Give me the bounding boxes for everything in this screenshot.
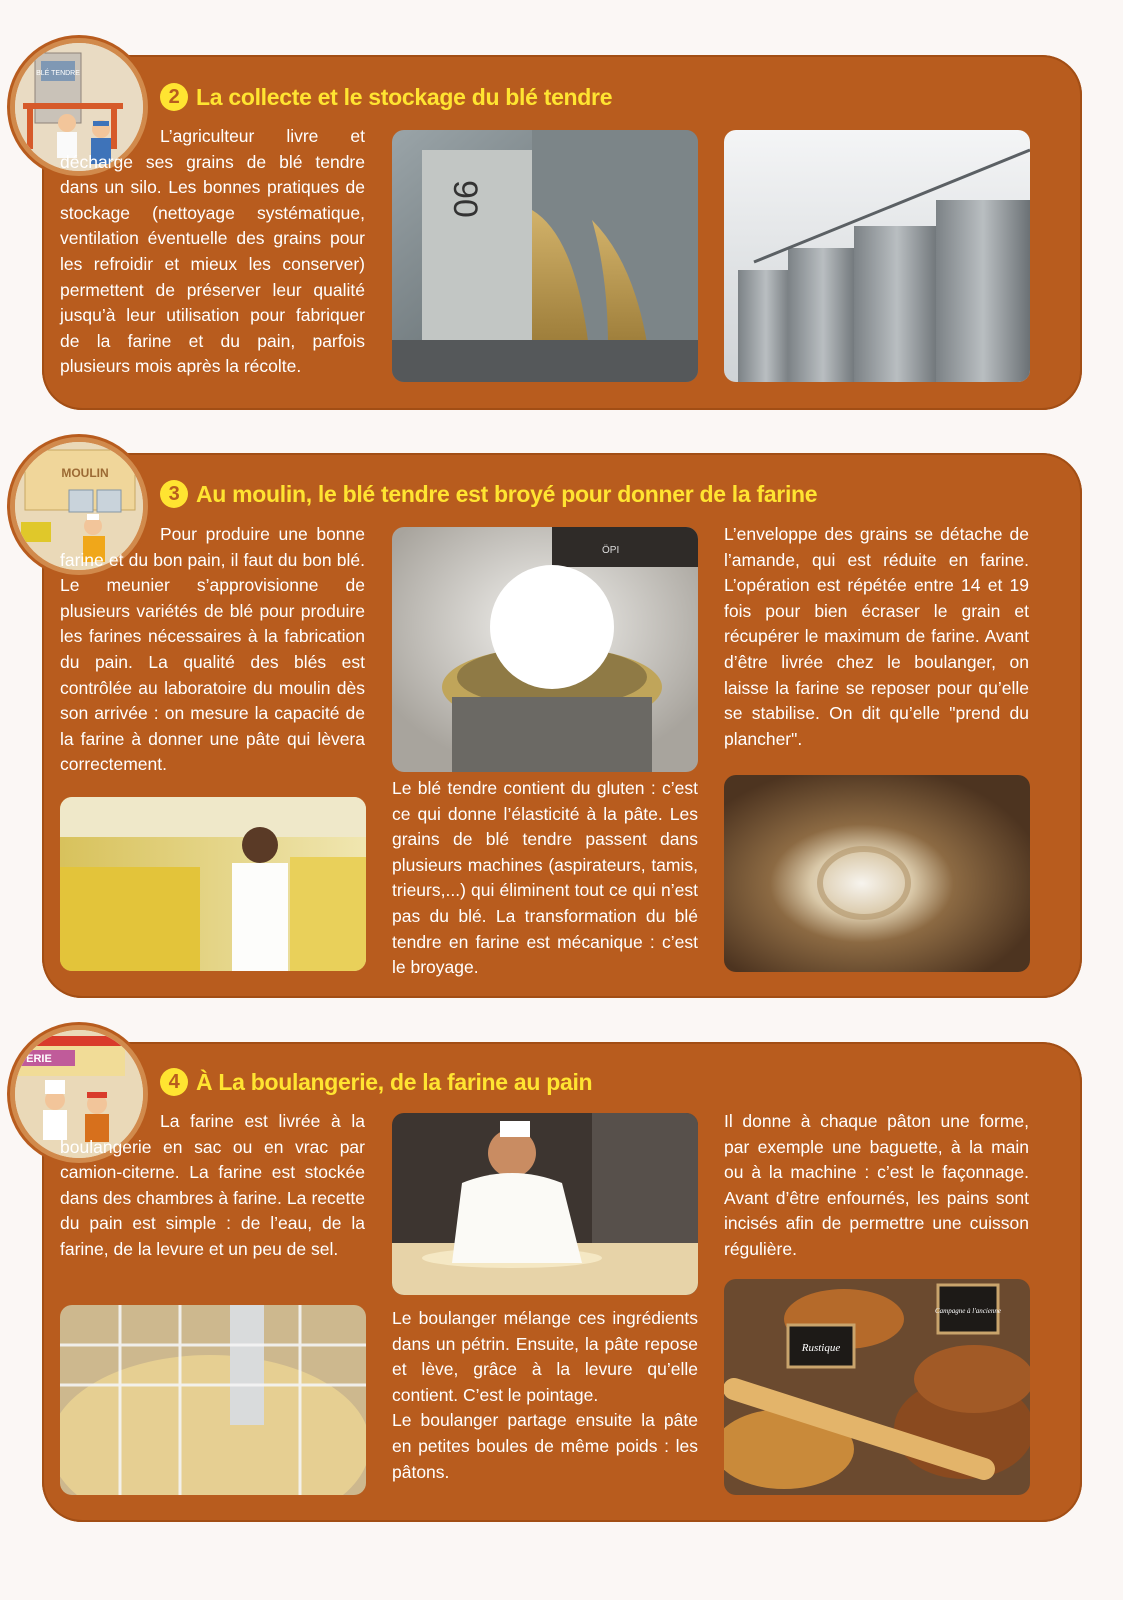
dough-kneader-photo (60, 1305, 366, 1495)
bakery-paragraph-right: Il donne à chaque pâton une forme, par exemple une baguette, à la main ou à la machine : c’est le façonnage. Avant d’être enfournés, les pains sont incisés afin de permettre une cuisson régulière. (724, 1111, 1029, 1259)
section-bakery-title-text: À La boulangerie, de la farine au pain (196, 1068, 593, 1095)
bakery-paragraph-middle-2: Le boulanger partage ensuite la pâte en petites boules de même poids : les pâtons. (392, 1410, 698, 1482)
section-mill-text-left (60, 522, 365, 778)
bakery-paragraph-middle-1: Le boulanger mélange ces ingrédients dans un pétrin. Ensuite, la pâte repose et lève, grâce à la levure qu’elle contient. C’est le pointage. (392, 1308, 698, 1405)
truck-unloading-photo (392, 130, 698, 382)
section-bakery-text-right (724, 1109, 1029, 1263)
flour-pile-photo (724, 775, 1030, 972)
bread-sign-rustique: Rustique (801, 1342, 841, 1354)
section-mill-title (160, 477, 817, 511)
grain-silos-photo (724, 130, 1030, 382)
bakery-paragraph-left: La farine est livrée à la boulangerie en sac ou en vrac par camion-citerne. La farine est stockée dans des chambres à farine. La recette du pain est simple : de l’eau, de la farine, de la levure et un peu de sel. (60, 1111, 365, 1259)
truck-number: 90 (446, 180, 484, 218)
section-mill-text-middle (392, 776, 698, 981)
section-bakery-text-left (60, 1109, 365, 1263)
bread-sign-campagne: Campagne à l'ancienne (934, 1307, 1002, 1315)
mill-paragraph-right: L’enveloppe des grains se détache de l’amande, qui est réduite en farine. L’opération est répétée entre 14 et 19 fois pour bien écraser le grain et récupérer le maximum de farine. Avant d’être livrée chez le boulanger, on laisse la farine se reposer pour qu’elle se stabilise. On dit qu’elle "prend du plancher". (724, 524, 1029, 749)
mill-paragraph-middle: Le blé tendre contient du gluten : c’est ce qui donne l’élasticité à la pâte. Les grains de blé tendre passent dans plusieurs machines (aspirateurs, tamis, trieurs,...) qui éliminent tout ce qui n’est pas du blé. La transformation du blé tendre en farine est mécanique : c’est le broyage. (392, 778, 698, 978)
miller-workshop-photo (60, 797, 366, 971)
step-number-4: 4 (160, 1068, 188, 1096)
section-mill-title-text: Au moulin, le blé tendre est broyé pour donner de la farine (196, 480, 818, 507)
baker-shaping-photo (392, 1113, 698, 1295)
section-collect-title (160, 80, 612, 114)
bakery-sign: ERIE (26, 1053, 52, 1065)
flour-test-machine-photo (392, 527, 698, 772)
step-number-3: 3 (160, 480, 188, 508)
machine-label: ÖPI (602, 545, 620, 556)
mill-paragraph-left: Pour produire une bonne farine et du bon pain, il faut du bon blé. Le meunier s’approvisionne de plusieurs variétés de blé pour produire les farines nécessaires à la fabrication du pain. La qualité des blés est contrôlée au laboratoire du moulin dès son arrivée : on mesure la capacité de la farine à donner une pâte qui lèvera correctement. (60, 524, 365, 775)
section-bakery-title (160, 1065, 592, 1099)
section-mill-text-right (724, 522, 1029, 752)
section-bakery-text-middle (392, 1306, 698, 1485)
section-collect-text (60, 124, 365, 380)
bread-display-photo (724, 1279, 1030, 1495)
mill-sign: MOULIN (61, 466, 109, 480)
silo-sign: BLÉ TENDRE (36, 70, 80, 77)
step-number-2: 2 (160, 83, 188, 111)
collect-paragraph: L’agriculteur livre et décharge ses grains de blé tendre dans un silo. Les bonnes pratiques de stockage (nettoyage systématique, ventilation éventuelle des grains pour les refroidir et mieux les conserver) permettent de préserver leur qualité jusqu’à leur utilisation pour fabriquer de la farine et du pain, parfois plusieurs mois après la récolte. (60, 126, 365, 377)
section-collect-title-text: La collecte et le stockage du blé tendre (196, 83, 613, 110)
